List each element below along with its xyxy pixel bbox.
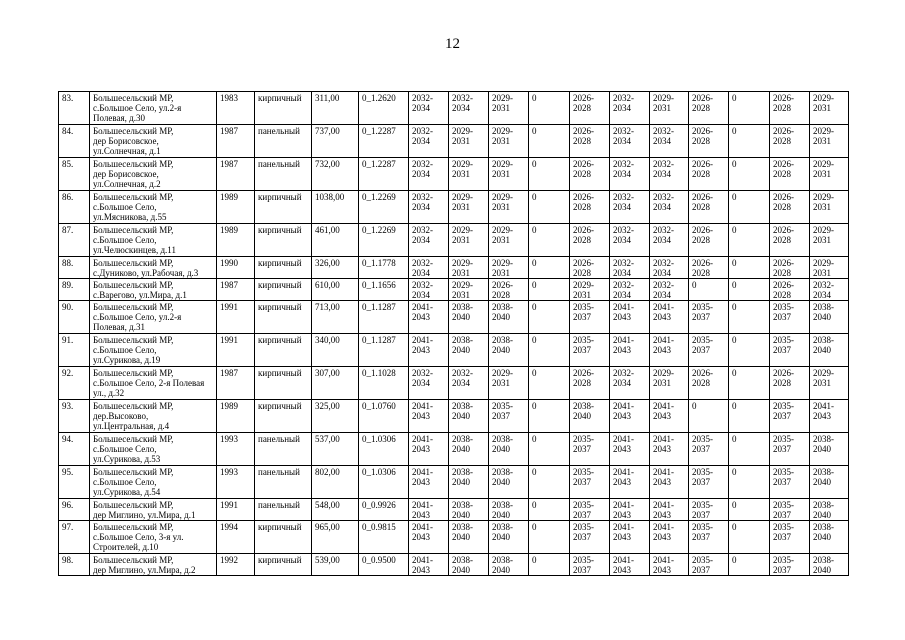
period-cell: 2032- 2034 [650,125,689,158]
period-cell: 2041- 2043 [650,400,689,433]
period-cell: 2026- 2028 [689,224,729,257]
period-cell: 0 [729,257,770,279]
period-cell: 2035- 2037 [570,521,610,554]
period-cell: 2026- 2028 [570,92,610,125]
year-cell: 1987 [217,367,255,400]
period-cell: 2026- 2028 [770,158,810,191]
year-cell: 1990 [217,257,255,279]
table-row [59,92,849,125]
period-cell: 2035- 2037 [689,499,729,521]
address-cell: Большесельский МР, с.Варегово, ул.Мира, д.1 [90,279,217,301]
period-cell: 2029- 2031 [810,125,849,158]
period-cell: 2035- 2037 [689,466,729,499]
period-cell: 2029- 2031 [650,367,689,400]
wear-index-cell: 0_1.2287 [359,125,409,158]
table-row [59,367,849,400]
material-cell: кирпичный [255,191,312,224]
period-cell: 2041- 2043 [610,554,650,576]
period-cell: 2032- 2034 [409,224,449,257]
period-cell: 2026- 2028 [689,92,729,125]
period-cell: 2038- 2040 [570,400,610,433]
period-cell: 2029- 2031 [449,257,489,279]
area-cell: 311,00 [312,92,359,125]
period-cell: 0 [729,367,770,400]
period-cell: 0 [529,400,570,433]
period-cell: 2032- 2034 [409,158,449,191]
period-cell: 0 [729,125,770,158]
wear-index-cell: 0_1.1656 [359,279,409,301]
table-row [59,499,849,521]
wear-index-cell: 0_1.1778 [359,257,409,279]
period-cell: 0 [729,191,770,224]
row-number-cell: 83. [59,92,90,125]
year-cell: 1983 [217,92,255,125]
period-cell: 2041- 2043 [610,301,650,334]
area-cell: 965,00 [312,521,359,554]
period-cell: 2029- 2031 [570,279,610,301]
wear-index-cell: 0_1.2620 [359,92,409,125]
material-cell: кирпичный [255,301,312,334]
period-cell: 2038- 2040 [449,400,489,433]
area-cell: 732,00 [312,158,359,191]
period-cell: 2041- 2043 [409,433,449,466]
period-cell: 2029- 2031 [810,367,849,400]
material-cell: кирпичный [255,334,312,367]
period-cell: 2038- 2040 [489,334,529,367]
period-cell: 0 [729,92,770,125]
address-cell: Большесельский МР, с.Большое Село, 3-я ул. Строителей, д.10 [90,521,217,554]
period-cell: 2026- 2028 [689,158,729,191]
table-row [59,125,849,158]
period-cell: 2032- 2034 [610,125,650,158]
address-cell: Большесельский МР, с.Большое Село, ул.Челюскинцев, д.11 [90,224,217,257]
period-cell: 2038- 2040 [810,499,849,521]
period-cell: 0 [529,554,570,576]
period-cell: 0 [729,301,770,334]
period-cell: 2029- 2031 [810,158,849,191]
year-cell: 1991 [217,334,255,367]
wear-index-cell: 0_0.9500 [359,554,409,576]
period-cell: 2032- 2034 [650,224,689,257]
address-cell: Большесельский МР, с.Большое Село, ул.Сурикова, д.53 [90,433,217,466]
period-cell: 2026- 2028 [570,125,610,158]
period-cell: 2035- 2037 [689,433,729,466]
period-cell: 2041- 2043 [650,521,689,554]
period-cell: 2026- 2028 [770,367,810,400]
material-cell: кирпичный [255,400,312,433]
period-cell: 2032- 2034 [610,367,650,400]
period-cell: 2038- 2040 [810,334,849,367]
address-cell: Большесельский МР, с.Большое Село, ул.Сурикова, д.19 [90,334,217,367]
period-cell: 2035- 2037 [570,433,610,466]
period-cell: 2029- 2031 [489,125,529,158]
period-cell: 2032- 2034 [650,191,689,224]
address-cell: Большесельский МР, дер Миглино, ул.Мира, д.2 [90,554,217,576]
address-cell: Большесельский МР, дер Борисовское, ул.Солнечная, д.2 [90,158,217,191]
table-row [59,301,849,334]
period-cell: 2026- 2028 [770,191,810,224]
period-cell: 2038- 2040 [489,301,529,334]
address-cell: Большесельский МР, с.Большое Село, ул.2-я Полевая, д.31 [90,301,217,334]
area-cell: 325,00 [312,400,359,433]
area-cell: 1038,00 [312,191,359,224]
table-row [59,224,849,257]
period-cell: 2041- 2043 [409,466,449,499]
period-cell: 2029- 2031 [449,224,489,257]
table-row [59,191,849,224]
wear-index-cell: 0_1.0306 [359,433,409,466]
period-cell: 2035- 2037 [770,466,810,499]
material-cell: кирпичный [255,257,312,279]
year-cell: 1989 [217,400,255,433]
period-cell: 2041- 2043 [610,433,650,466]
period-cell: 2038- 2040 [449,521,489,554]
area-cell: 537,00 [312,433,359,466]
period-cell: 0 [729,521,770,554]
period-cell: 0 [529,521,570,554]
period-cell: 2038- 2040 [810,554,849,576]
period-cell: 2032- 2034 [409,92,449,125]
year-cell: 1993 [217,433,255,466]
period-cell: 2041- 2043 [409,334,449,367]
period-cell: 2026- 2028 [689,125,729,158]
period-cell: 2035- 2037 [689,521,729,554]
material-cell: кирпичный [255,224,312,257]
period-cell: 2035- 2037 [770,433,810,466]
period-cell: 0 [529,125,570,158]
address-cell: Большесельский МР, дер.Высоково, ул.Центральная, д.4 [90,400,217,433]
period-cell: 2032- 2034 [650,279,689,301]
period-cell: 2041- 2043 [409,554,449,576]
period-cell: 2038- 2040 [489,466,529,499]
period-cell: 2029- 2031 [650,92,689,125]
period-cell: 2035- 2037 [570,301,610,334]
period-cell: 0 [529,466,570,499]
period-cell: 2026- 2028 [489,279,529,301]
period-cell: 0 [689,400,729,433]
material-cell: панельный [255,158,312,191]
period-cell: 2026- 2028 [570,367,610,400]
period-cell: 0 [529,257,570,279]
page-number: 12 [445,36,460,52]
year-cell: 1989 [217,224,255,257]
row-number-cell: 87. [59,224,90,257]
period-cell: 2038- 2040 [449,334,489,367]
period-cell: 2041- 2043 [650,466,689,499]
table-row [59,554,849,576]
period-cell: 2035- 2037 [770,334,810,367]
wear-index-cell: 0_0.9815 [359,521,409,554]
material-cell: панельный [255,466,312,499]
material-cell: панельный [255,499,312,521]
period-cell: 2038- 2040 [810,466,849,499]
period-cell: 2035- 2037 [489,400,529,433]
table-row [59,521,849,554]
period-cell: 2029- 2031 [489,92,529,125]
table-row [59,279,849,301]
address-cell: Большесельский МР, с.Большое Село, ул.Мясникова, д.55 [90,191,217,224]
period-cell: 2029- 2031 [489,191,529,224]
period-cell: 2038- 2040 [449,554,489,576]
address-cell: Большесельский МР, с.Дуниково, ул.Рабочая, д.3 [90,257,217,279]
period-cell: 2029- 2031 [449,158,489,191]
period-cell: 2035- 2037 [570,499,610,521]
row-number-cell: 91. [59,334,90,367]
address-cell: Большесельский МР, дер Борисовское, ул.Солнечная, д.1 [90,125,217,158]
material-cell: панельный [255,125,312,158]
period-cell: 0 [729,224,770,257]
address-cell: Большесельский МР, с.Большое Село, 2-я Полевая ул., д.32 [90,367,217,400]
period-cell: 2035- 2037 [770,301,810,334]
period-cell: 2038- 2040 [489,554,529,576]
area-cell: 461,00 [312,224,359,257]
year-cell: 1991 [217,499,255,521]
row-number-cell: 85. [59,158,90,191]
period-cell: 2035- 2037 [689,334,729,367]
area-cell: 610,00 [312,279,359,301]
area-cell: 802,00 [312,466,359,499]
period-cell: 2029- 2031 [810,92,849,125]
table-row [59,257,849,279]
period-cell: 0 [729,334,770,367]
period-cell: 2029- 2031 [449,191,489,224]
period-cell: 2041- 2043 [409,521,449,554]
row-number-cell: 94. [59,433,90,466]
period-cell: 2032- 2034 [650,257,689,279]
period-cell: 2038- 2040 [449,433,489,466]
period-cell: 2026- 2028 [770,92,810,125]
period-cell: 2035- 2037 [770,521,810,554]
year-cell: 1987 [217,279,255,301]
period-cell: 0 [529,92,570,125]
period-cell: 2032- 2034 [409,191,449,224]
period-cell: 2035- 2037 [689,301,729,334]
period-cell: 0 [689,279,729,301]
period-cell: 2029- 2031 [810,191,849,224]
period-cell: 2026- 2028 [770,125,810,158]
row-number-cell: 92. [59,367,90,400]
period-cell: 2038- 2040 [449,466,489,499]
period-cell: 0 [529,191,570,224]
period-cell: 2041- 2043 [610,521,650,554]
period-cell: 2026- 2028 [689,367,729,400]
period-cell: 2032- 2034 [409,367,449,400]
period-cell: 2035- 2037 [770,554,810,576]
period-cell: 2026- 2028 [770,257,810,279]
table-row [59,433,849,466]
area-cell: 340,00 [312,334,359,367]
material-cell: кирпичный [255,554,312,576]
period-cell: 2041- 2043 [650,554,689,576]
period-cell: 2038- 2040 [449,301,489,334]
period-cell: 2029- 2031 [449,125,489,158]
period-cell: 0 [529,301,570,334]
year-cell: 1987 [217,158,255,191]
period-cell: 0 [529,367,570,400]
period-cell: 0 [529,334,570,367]
period-cell: 2032- 2034 [409,125,449,158]
material-cell: кирпичный [255,521,312,554]
period-cell: 2038- 2040 [489,499,529,521]
period-cell: 2032- 2034 [409,279,449,301]
period-cell: 2026- 2028 [570,257,610,279]
period-cell: 2038- 2040 [489,433,529,466]
period-cell: 2035- 2037 [570,466,610,499]
period-cell: 2035- 2037 [770,499,810,521]
wear-index-cell: 0_1.0760 [359,400,409,433]
area-cell: 539,00 [312,554,359,576]
period-cell: 2026- 2028 [689,191,729,224]
period-cell: 2038- 2040 [810,521,849,554]
period-cell: 0 [529,499,570,521]
row-number-cell: 84. [59,125,90,158]
period-cell: 2038- 2040 [810,433,849,466]
period-cell: 0 [529,433,570,466]
table-row [59,158,849,191]
period-cell: 2026- 2028 [570,191,610,224]
material-cell: кирпичный [255,367,312,400]
period-cell: 0 [729,554,770,576]
wear-index-cell: 0_1.2269 [359,224,409,257]
year-cell: 1992 [217,554,255,576]
period-cell: 0 [729,158,770,191]
wear-index-cell: 0_1.2269 [359,191,409,224]
period-cell: 0 [529,158,570,191]
period-cell: 2041- 2043 [650,433,689,466]
period-cell: 2026- 2028 [770,279,810,301]
period-cell: 2041- 2043 [650,334,689,367]
period-cell: 0 [729,400,770,433]
row-number-cell: 97. [59,521,90,554]
year-cell: 1993 [217,466,255,499]
area-cell: 548,00 [312,499,359,521]
area-cell: 713,00 [312,301,359,334]
row-number-cell: 89. [59,279,90,301]
wear-index-cell: 0_0.9926 [359,499,409,521]
period-cell: 2032- 2034 [610,191,650,224]
period-cell: 2032- 2034 [610,158,650,191]
table-row [59,400,849,433]
period-cell: 2041- 2043 [610,499,650,521]
period-cell: 2041- 2043 [409,400,449,433]
period-cell: 2035- 2037 [570,554,610,576]
row-number-cell: 88. [59,257,90,279]
row-number-cell: 93. [59,400,90,433]
period-cell: 2032- 2034 [810,279,849,301]
period-cell: 2041- 2043 [610,400,650,433]
period-cell: 2032- 2034 [449,367,489,400]
period-cell: 2032- 2034 [449,92,489,125]
period-cell: 2026- 2028 [689,257,729,279]
period-cell: 0 [729,499,770,521]
period-cell: 2032- 2034 [610,257,650,279]
period-cell: 2032- 2034 [610,279,650,301]
period-cell: 2029- 2031 [810,224,849,257]
address-cell: Большесельский МР, с.Большое Село, ул.Сурикова, д.54 [90,466,217,499]
material-cell: кирпичный [255,92,312,125]
period-cell: 2038- 2040 [810,301,849,334]
period-cell: 2041- 2043 [650,301,689,334]
wear-index-cell: 0_1.1028 [359,367,409,400]
year-cell: 1994 [217,521,255,554]
period-cell: 2038- 2040 [489,521,529,554]
area-cell: 737,00 [312,125,359,158]
area-cell: 326,00 [312,257,359,279]
address-cell: Большесельский МР, дер Миглино, ул.Мира, д.1 [90,499,217,521]
row-number-cell: 90. [59,301,90,334]
period-cell: 0 [729,279,770,301]
row-number-cell: 95. [59,466,90,499]
period-cell: 0 [729,466,770,499]
period-cell: 0 [529,224,570,257]
address-cell: Большесельский МР, с.Большое Село, ул.2-я Полевая, д.30 [90,92,217,125]
year-cell: 1989 [217,191,255,224]
table-body [59,92,849,576]
year-cell: 1987 [217,125,255,158]
row-number-cell: 96. [59,499,90,521]
period-cell: 2035- 2037 [689,554,729,576]
period-cell: 0 [729,433,770,466]
period-cell: 2026- 2028 [770,224,810,257]
period-cell: 2029- 2031 [489,257,529,279]
period-cell: 2029- 2031 [489,367,529,400]
period-cell: 2041- 2043 [610,334,650,367]
wear-index-cell: 0_1.0306 [359,466,409,499]
period-cell: 2035- 2037 [770,400,810,433]
period-cell: 2035- 2037 [570,334,610,367]
period-cell: 2026- 2028 [570,224,610,257]
row-number-cell: 86. [59,191,90,224]
period-cell: 2041- 2043 [650,499,689,521]
table-row [59,466,849,499]
period-cell: 2032- 2034 [610,224,650,257]
period-cell: 2029- 2031 [489,224,529,257]
period-cell: 2041- 2043 [409,301,449,334]
year-cell: 1991 [217,301,255,334]
period-cell: 2032- 2034 [409,257,449,279]
period-cell: 2041- 2043 [610,466,650,499]
housing-register-table [58,91,849,576]
row-number-cell: 98. [59,554,90,576]
period-cell: 2029- 2031 [489,158,529,191]
period-cell: 2041- 2043 [810,400,849,433]
wear-index-cell: 0_1.1287 [359,334,409,367]
period-cell: 0 [529,279,570,301]
period-cell: 2041- 2043 [409,499,449,521]
wear-index-cell: 0_1.2287 [359,158,409,191]
period-cell: 2029- 2031 [449,279,489,301]
period-cell: 2032- 2034 [650,158,689,191]
period-cell: 2032- 2034 [610,92,650,125]
material-cell: кирпичный [255,279,312,301]
period-cell: 2026- 2028 [570,158,610,191]
period-cell: 2038- 2040 [449,499,489,521]
material-cell: панельный [255,433,312,466]
wear-index-cell: 0_1.1287 [359,301,409,334]
table-row [59,334,849,367]
period-cell: 2029- 2031 [810,257,849,279]
area-cell: 307,00 [312,367,359,400]
